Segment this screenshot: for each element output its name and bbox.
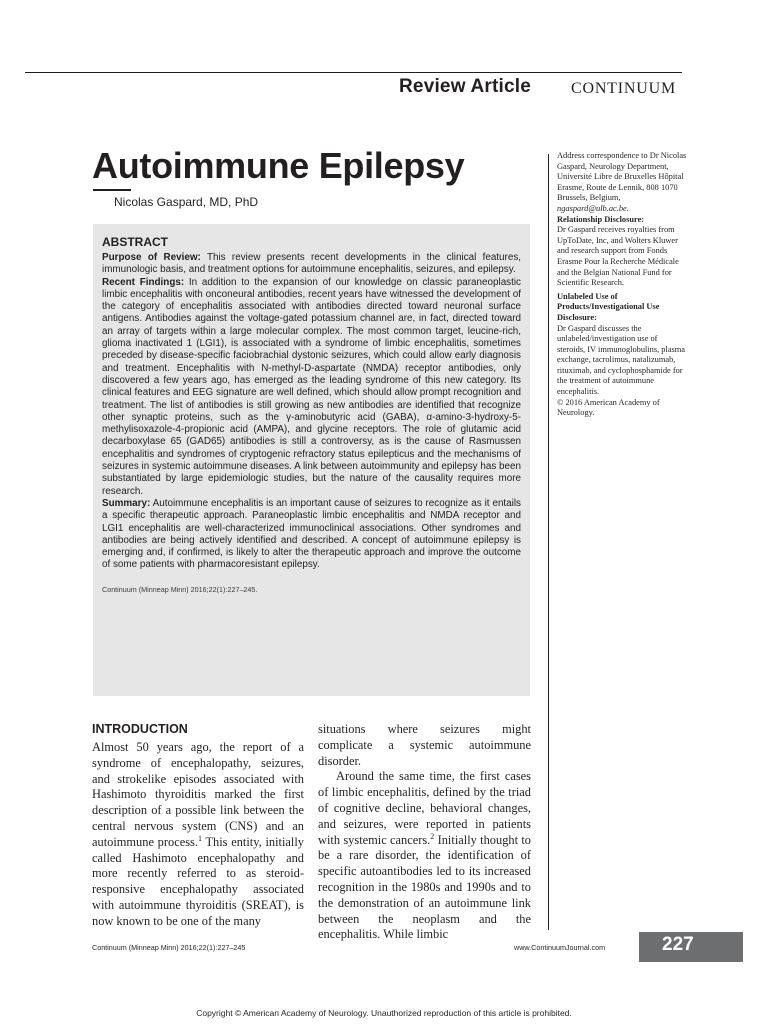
- author-byline: Nicolas Gaspard, MD, PhD: [114, 195, 259, 209]
- purpose-label: Purpose of Review:: [102, 252, 201, 263]
- relationship-heading: Relationship Disclosure:: [557, 214, 645, 224]
- journal-name: CONTINUUM: [571, 80, 676, 97]
- unlabeled-use-text: Dr Gaspard discusses the unlabeled/investigation use of steroids, IV immunoglobulins, plasma exchange, tacrolimus, natalizumab, rituximab, and cyclophosphamide for the treatment of autoimmune encephalitis.: [557, 323, 686, 397]
- footer-url[interactable]: www.ContinuumJournal.com: [514, 943, 606, 952]
- article-type-label: Review Article: [399, 76, 531, 97]
- sidebar-copyright: © 2016 American Academy of Neurology.: [557, 397, 660, 418]
- abstract-citation: Continuum (Minneap Minn) 2016;22(1):227–245.: [102, 584, 258, 594]
- intro-right-paragraph-1: situations where seizures might complicate a systemic autoimmune disorder.: [318, 722, 531, 768]
- reference-2[interactable]: 2: [430, 831, 435, 841]
- title-underline: [93, 189, 131, 191]
- purpose-text: This review presents recent developments in the clinical features, immunologic basis, and treatment options for autoimmune encephalitis, seizures, and epilepsy.: [102, 252, 522, 276]
- sidebar-notes: [557, 151, 687, 419]
- findings-text: In addition to the expansion of our knowledge on classic paraneoplastic limbic encephalitis with onconeural antibodies, recent years have witnessed the development of the category of encephalitis associated with antibodies directed toward neuronal surface antigens. Antibodies against the voltage-gated potassium channel are, in fact, directed toward an array of targets within a large molecular complex. The most common target, leucine-rich, glioma inactivated 1 (LGI1), is associated with a syndrome of limbic encephalitis, sometimes preceded by disease-specific faciobrachial dystonic seizures, which could allow early diagnosis and treatment. Encephalitis with N-methyl-D-aspartate (NMDA) receptor antibodies, only discovered a few years ago, has emerged as the leading syndrome of this new category. Its clinical features and EEG signature are well defined, which should allow prompt recognition and treatment. The list of antibodies is still growing as new antibodies are identified that recognize other synaptic proteins, such as the γ-aminobutyric acid (GABA), α-amino-3-hydroxy-5-methylisoxazole-4-propionic acid (AMPA), and glycine receptors. The role of glutamic acid decarboxylase 65 (GAD65) antibodies is still a controversy, as is the cause of Rasmussen encephalitis and syndromes of cryptogenic refractory status epilepticus and the mechanisms of seizures in systemic autoimmune diseases. A link between autoimmunity and epilepsy has been substantiated by large epidemiologic studies, but the nature of the causality requires more research.: [102, 276, 521, 497]
- intro-right-text-a: Around the same time, the first cases of limbic encephalitis, defined by the triad of cognitive decline, behavioral changes, and seizures, were reported in patients with systemic cancers.: [318, 769, 531, 847]
- copyright-notice: Copyright © American Academy of Neurology. Unauthorized reproduction of this article is prohibited.: [196, 1008, 572, 1018]
- intro-right-text-b: Initially thought to be a rare disorder, the identification of specific autoantibodies led to its increased recognition in the 1980s and 1990s and to the demonstration of an autoimmune link between the neoplasm and the encephalitis. While limbic: [318, 832, 531, 942]
- summary-text: Autoimmune encephalitis is an important cause of seizures to recognize as it entails a specific therapeutic approach. Paraneoplastic limbic encephalitis and NMDA receptor and LGI1 encephalitis are well-characterized immunoclinical associations. Other syndromes and antibodies are being actively identified and described. A concept of autoimmune epilepsy is emerging and, if confirmed, is likely to alter the therapeutic approach and improve the outcome of some patients with pharmacoresistant epilepsy.: [102, 497, 521, 571]
- findings-label: Recent Findings:: [102, 276, 185, 288]
- unlabeled-use-heading: Unlabeled Use of Products/Investigational Use Disclosure:: [557, 291, 660, 322]
- intro-right-paragraph-2: [318, 769, 531, 943]
- introduction-heading: INTRODUCTION: [92, 722, 188, 736]
- introduction-right-column: [318, 722, 531, 943]
- abstract-findings: [102, 277, 521, 498]
- relationship-text: Dr Gaspard receives royalties from UpToDate, Inc, and Wolters Kluwer and research support from Fonds Erasme Pour la Recherche Médicale and the Belgian National Fund for Scientific Research.: [557, 225, 679, 288]
- abstract-heading: ABSTRACT: [102, 235, 168, 249]
- abstract-purpose: [102, 252, 521, 277]
- email-link[interactable]: ngaspard@ulb.ac.be.: [557, 203, 629, 213]
- article-title: Autoimmune Epilepsy: [92, 145, 465, 186]
- introduction-left-column: [92, 740, 304, 930]
- summary-label: Summary:: [102, 497, 151, 509]
- abstract-summary: [102, 498, 521, 572]
- footer-citation: Continuum (Minneap Minn) 2016;22(1):227–245: [92, 943, 246, 952]
- intro-text-a: Almost 50 years ago, the report of a syndrome of encephalopathy, seizures, and strokelike episodes associated with Hashimoto thyroiditis marked the first description of a possible link between the central nervous system (CNS) and an autoimmune process.: [92, 740, 304, 849]
- intro-text-b: This entity, initially called Hashimoto encephalopathy and more recently referred to as steroid-responsive encephalopathy associated with autoimmune thyroiditis (SREAT), is now known to be one of the many: [92, 834, 305, 928]
- header-rule: [25, 72, 682, 73]
- reference-1[interactable]: 1: [197, 833, 202, 843]
- address-text: Address correspondence to Dr Nicolas Gaspard, Neurology Department, Université Libre de Bruxelles Hôpital Erasme, Route de Lennik, 808 1070 Brussels, Belgium,: [557, 151, 687, 203]
- abstract-box: [93, 224, 530, 696]
- page-number: 227: [662, 934, 694, 955]
- correspondence-address: [557, 151, 687, 215]
- column-divider: [548, 154, 549, 930]
